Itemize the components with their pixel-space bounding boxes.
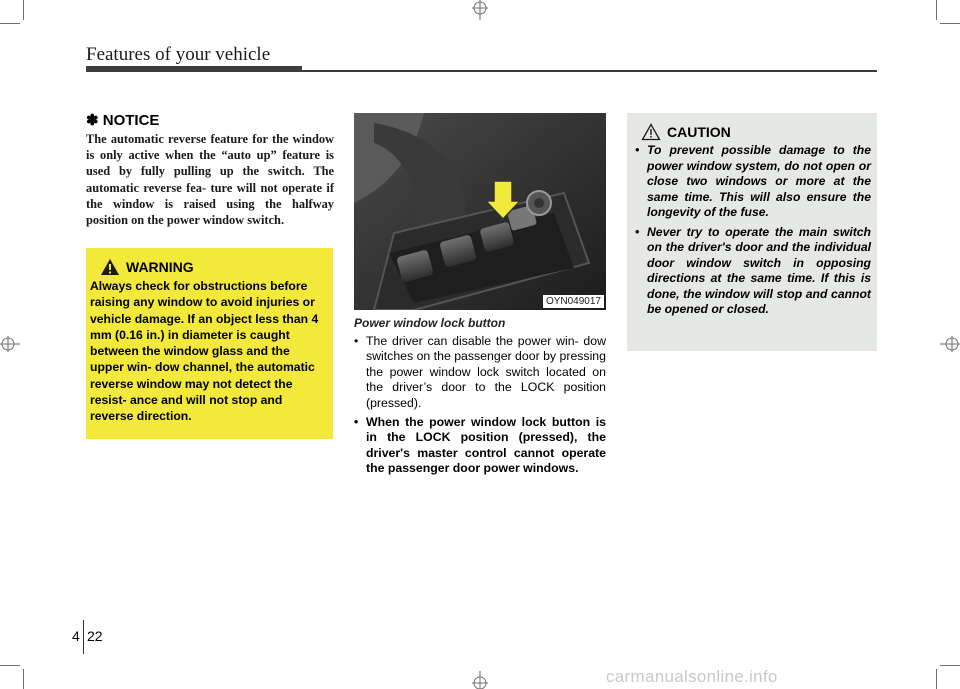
caution-title: CAUTION — [667, 124, 731, 140]
registration-mark-left — [0, 332, 20, 356]
power-window-lock-bullets — [354, 334, 606, 477]
list-item — [635, 143, 871, 221]
list-item — [635, 225, 871, 318]
caution-heading — [641, 123, 731, 141]
warning-heading — [100, 258, 194, 276]
crop-mark — [0, 23, 20, 24]
page-divider — [83, 620, 84, 654]
list-item — [354, 334, 606, 411]
crop-mark — [936, 669, 937, 689]
list-item — [354, 415, 606, 477]
bullet-symbol: • — [635, 143, 640, 157]
notice-heading — [86, 111, 159, 129]
crop-mark — [23, 669, 24, 689]
caution-list — [635, 143, 871, 322]
chapter-number: 4 — [72, 628, 80, 644]
notice-symbol: ✽ — [86, 112, 99, 129]
crop-mark — [940, 665, 960, 666]
bullet-symbol: • — [635, 224, 640, 239]
registration-mark-top — [468, 0, 492, 24]
notice-body: The automatic reverse feature for the window is only active when the “auto up” feature is used by fully pulling up the switch. The automatic reverse fea- ture will not operate if the window is raised using the halfway position on the power window switch. — [86, 132, 334, 228]
power-window-photo — [354, 113, 606, 310]
warning-title: WARNING — [126, 259, 194, 275]
bullet-text: The driver can disable the power win- dow switches on the passenger door by pressing the power window lock switch located on the driver’s door to the LOCK position (pressed). — [366, 334, 606, 410]
crop-mark — [23, 0, 24, 20]
notice-title: NOTICE — [102, 112, 160, 129]
header-rule-line — [302, 70, 877, 72]
crop-mark — [940, 23, 960, 24]
figure-caption: Power window lock button — [354, 316, 506, 330]
header-rule — [86, 66, 302, 72]
bullet-symbol: • — [354, 334, 359, 348]
crop-mark — [936, 0, 937, 20]
caution-text: To prevent possible damage to the power window system, do not open or close two windows or more at the same time. This will also ensure the longevity of the fuse. — [647, 143, 871, 219]
section-title: Features of your vehicle — [86, 44, 271, 65]
crop-mark — [0, 665, 20, 666]
bullet-symbol: • — [354, 415, 359, 430]
page-number: 22 — [87, 628, 103, 644]
caution-triangle-icon — [641, 123, 661, 141]
warning-body: Always check for obstructions before raising any window to avoid injuries or vehicle damage. If an object less than 4 mm (0.16 in.) in diameter is caught between the window glass and the upper win- dow channel, the automatic reverse window may not detect the resist- ance and will not stop and reverse direction. — [90, 279, 319, 424]
registration-mark-right — [940, 332, 960, 356]
watermark: carmanualsonline.info — [606, 667, 778, 686]
caution-box — [627, 113, 877, 351]
warning-box — [86, 248, 333, 439]
registration-mark-bottom — [468, 671, 492, 689]
caution-text: Never try to operate the main switch on the driver's door and the individual door window switch in opposing directions at the same time. If this is done, the window will stop and cannot be opened or closed. — [647, 224, 871, 316]
door-switch-illustration — [354, 113, 606, 310]
figure-code: OYN049017 — [543, 295, 604, 308]
warning-triangle-icon — [100, 258, 120, 276]
bullet-text: When the power window lock button is in the LOCK position (pressed), the driver's master control cannot operate the passenger door power windows. — [366, 415, 606, 476]
